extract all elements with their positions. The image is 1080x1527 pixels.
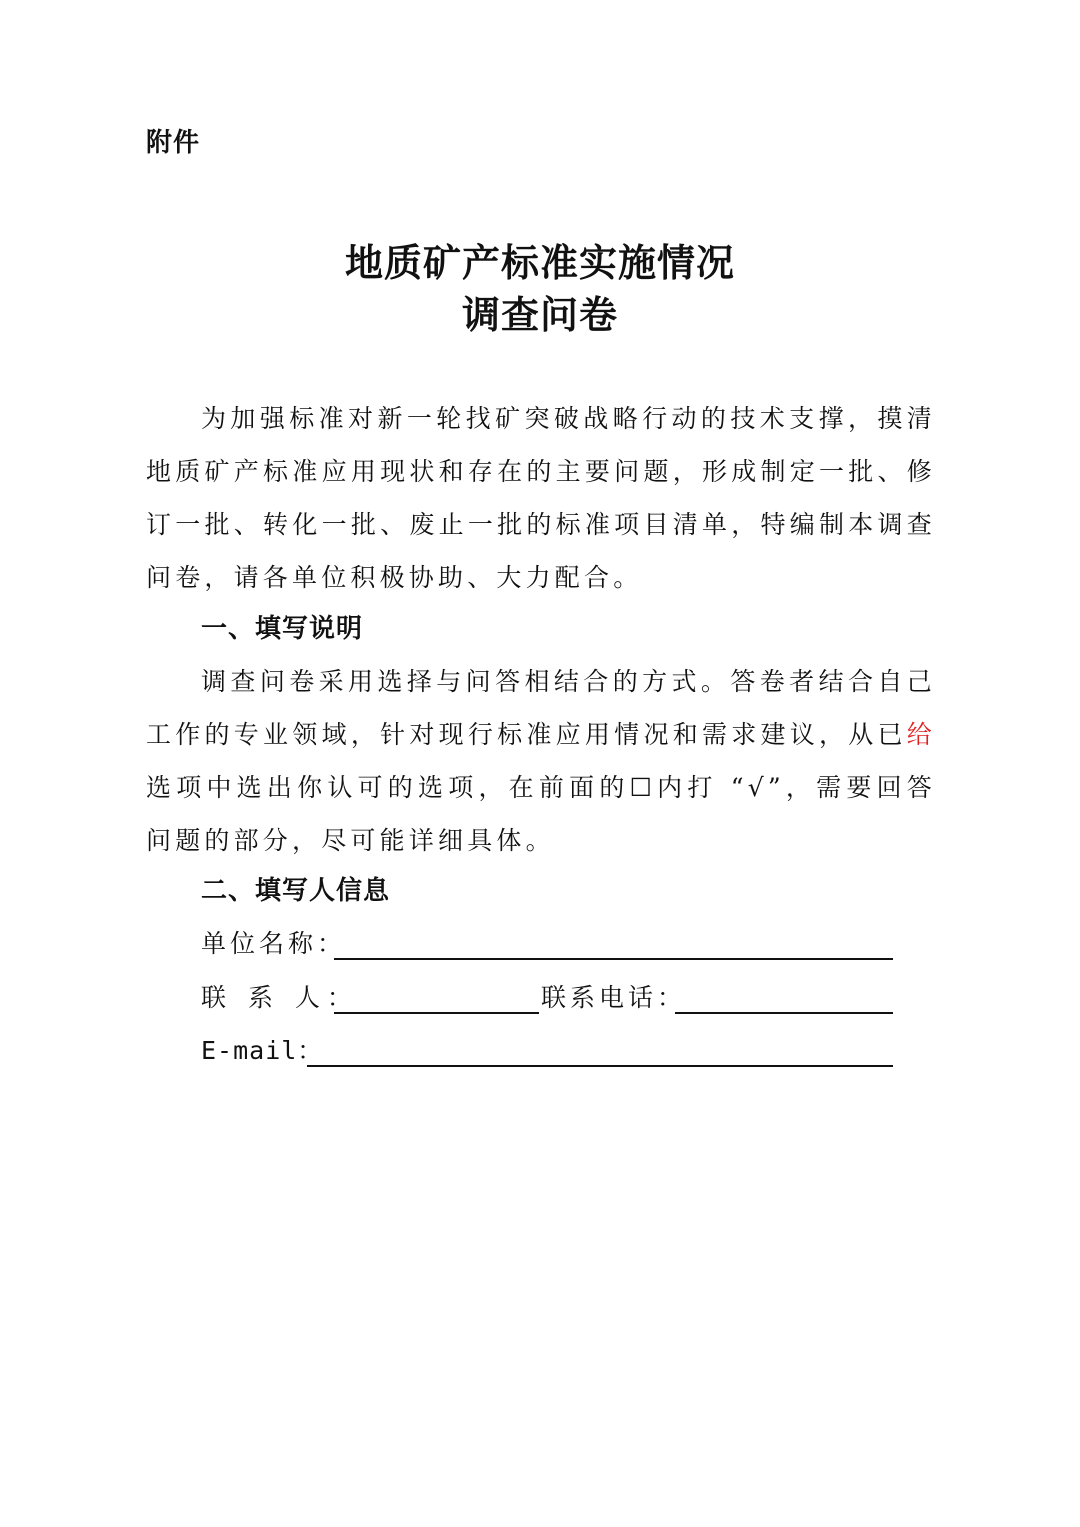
contact-person-input-line[interactable] xyxy=(334,1012,539,1014)
instructions-text-part-1: 调查问卷采用选择与问答相结合的方式。答卷者结合自己工作的专业领域，针对现行标准应用情况和需求建议，从已 xyxy=(146,667,936,749)
intro-paragraph: 为加强标准对新一轮找矿突破战略行动的技术支撑，摸清地质矿产标准应用现状和存在的主要问题，形成制定一批、修订一批、转化一批、废止一批的标准项目清单，特编制本调查问卷，请各单位积极协助、大力配合。 xyxy=(146,404,936,592)
unit-name-label: 单位名称： xyxy=(201,929,347,958)
instructions-text-part-2: 选项中选出你认可的选项，在前面的☐内打 “√”，需要回答问题的部分，尽可能详细具体。 xyxy=(146,773,936,855)
attachment-label: 附件 xyxy=(146,128,201,158)
contact-phone-input-line[interactable] xyxy=(675,1012,893,1014)
title-line-1: 地质矿产标准实施情况 xyxy=(344,241,735,285)
email-label: E-mail： xyxy=(201,1036,324,1065)
contact-person-label: 联 系 人： xyxy=(201,983,359,1012)
section-1-heading: 一、填写说明 xyxy=(201,614,364,644)
email-input-line[interactable] xyxy=(307,1065,893,1067)
title-line-2: 调查问卷 xyxy=(461,293,618,337)
contact-phone-label: 联系电话： xyxy=(541,983,687,1012)
unit-name-input-line[interactable] xyxy=(334,958,893,960)
section-2-heading: 二、填写人信息 xyxy=(201,876,391,906)
instructions-paragraph xyxy=(146,655,936,867)
instructions-highlight: 给 xyxy=(906,720,936,749)
